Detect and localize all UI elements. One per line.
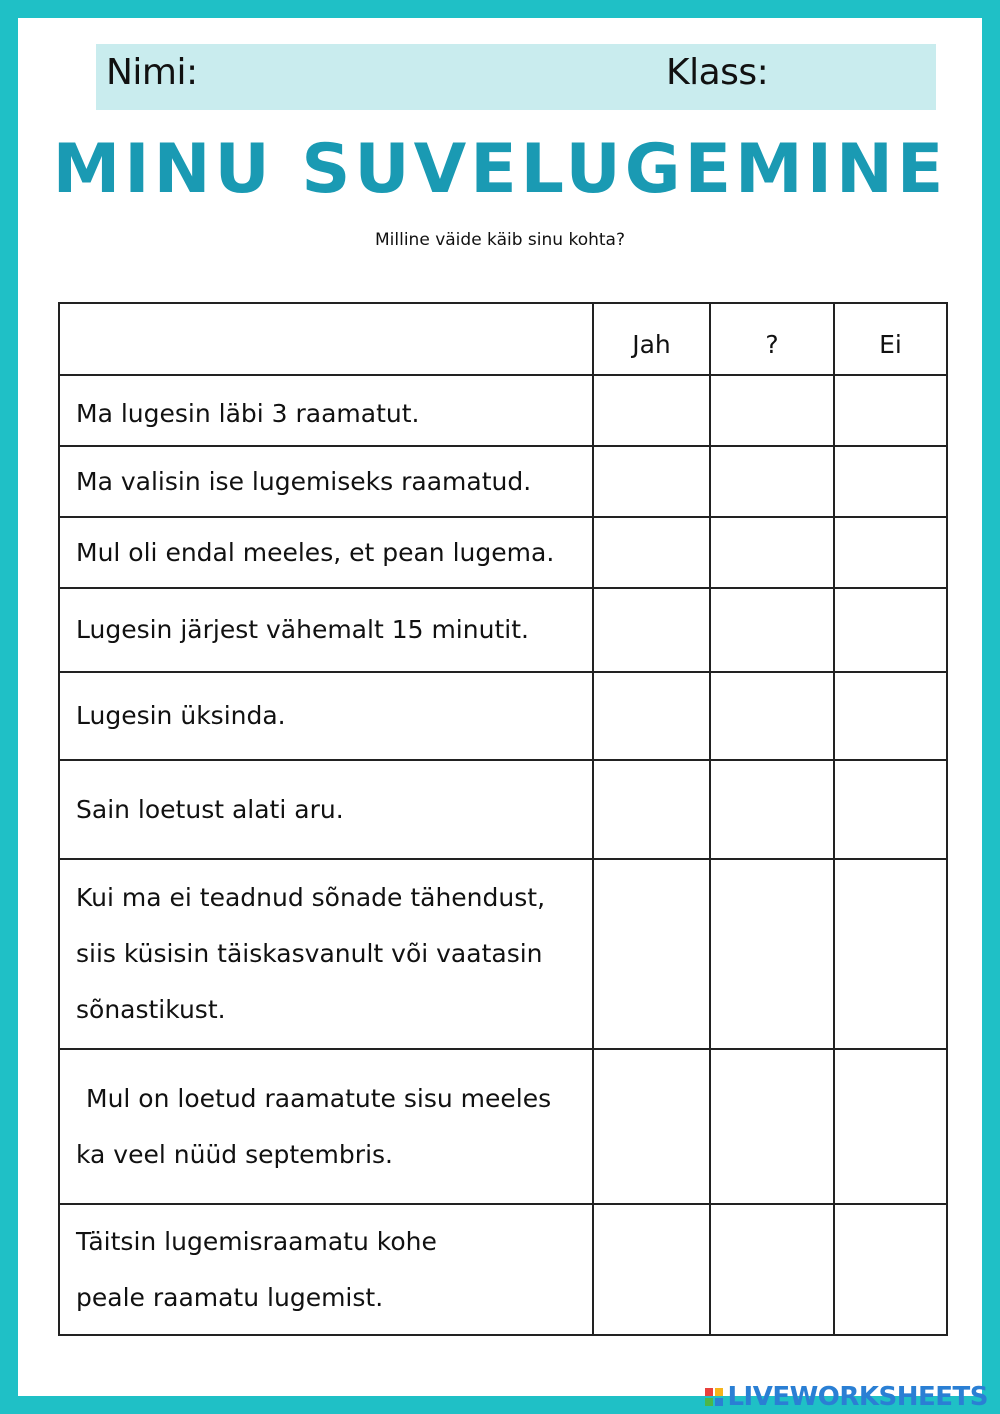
statement-cell: Sain loetust alati aru. [59,760,593,859]
answer-cell-ei[interactable] [834,517,947,588]
logo-squares-icon [705,1388,723,1406]
answer-cell-jah[interactable] [593,1204,710,1335]
table-row [59,672,947,760]
answer-cell-jah[interactable] [593,760,710,859]
answer-cell-unsure[interactable] [710,1049,834,1204]
answer-cell-jah[interactable] [593,588,710,672]
answer-cell-jah[interactable] [593,517,710,588]
table-row [59,760,947,859]
answer-cell-jah[interactable] [593,859,710,1049]
table-row [59,446,947,517]
page-subtitle: Milline väide käib sinu kohta? [375,230,625,250]
answer-cell-jah[interactable] [593,375,710,446]
statement-cell: Täitsin lugemisraamatu kohe peale raamatu lugemist. [59,1204,593,1335]
answer-cell-unsure[interactable] [710,760,834,859]
answer-cell-unsure[interactable] [710,1204,834,1335]
answer-cell-ei[interactable] [834,1204,947,1335]
answer-cell-ei[interactable] [834,375,947,446]
answer-cell-unsure[interactable] [710,517,834,588]
statement-cell: Kui ma ei teadnud sõnade tähendust, siis küsisin täiskasvanult või vaatasin sõnastikust. [59,859,593,1049]
statement-cell: Lugesin üksinda. [59,672,593,760]
answer-cell-ei[interactable] [834,859,947,1049]
answer-cell-jah[interactable] [593,446,710,517]
worksheet [18,18,982,1396]
name-label: Nimi: [106,52,198,93]
answer-cell-unsure[interactable] [710,375,834,446]
table-header-row [59,303,947,375]
class-label: Klass: [666,52,769,93]
page-title: MINU SUVELUGEMINE [52,130,948,209]
header-ei: Ei [834,303,947,375]
statement-cell: Ma lugesin läbi 3 raamatut. [59,375,593,446]
answer-cell-unsure[interactable] [710,446,834,517]
statement-cell: Ma valisin ise lugemiseks raamatud. [59,446,593,517]
header-unsure: ? [710,303,834,375]
answer-cell-ei[interactable] [834,1049,947,1204]
table-row [59,588,947,672]
header-jah: Jah [593,303,710,375]
answer-cell-jah[interactable] [593,672,710,760]
answer-cell-unsure[interactable] [710,588,834,672]
logo-text: LIVEWORKSHEETS [727,1382,988,1412]
statement-cell: Mul on loetud raamatute sisu meeles ka veel nüüd septembris. [59,1049,593,1204]
liveworksheets-logo[interactable] [705,1384,988,1410]
statement-cell: Lugesin järjest vähemalt 15 minutit. [59,588,593,672]
table-row [59,859,947,1049]
name-class-bar [96,44,936,110]
answer-cell-unsure[interactable] [710,859,834,1049]
table-row [59,1204,947,1335]
survey-table [58,302,948,1336]
statement-cell: Mul oli endal meeles, et pean lugema. [59,517,593,588]
answer-cell-jah[interactable] [593,1049,710,1204]
header-empty-cell [59,303,593,375]
answer-cell-ei[interactable] [834,446,947,517]
answer-cell-ei[interactable] [834,588,947,672]
answer-cell-ei[interactable] [834,672,947,760]
answer-cell-unsure[interactable] [710,672,834,760]
table-row [59,1049,947,1204]
answer-cell-ei[interactable] [834,760,947,859]
table-row [59,375,947,446]
table-row [59,517,947,588]
